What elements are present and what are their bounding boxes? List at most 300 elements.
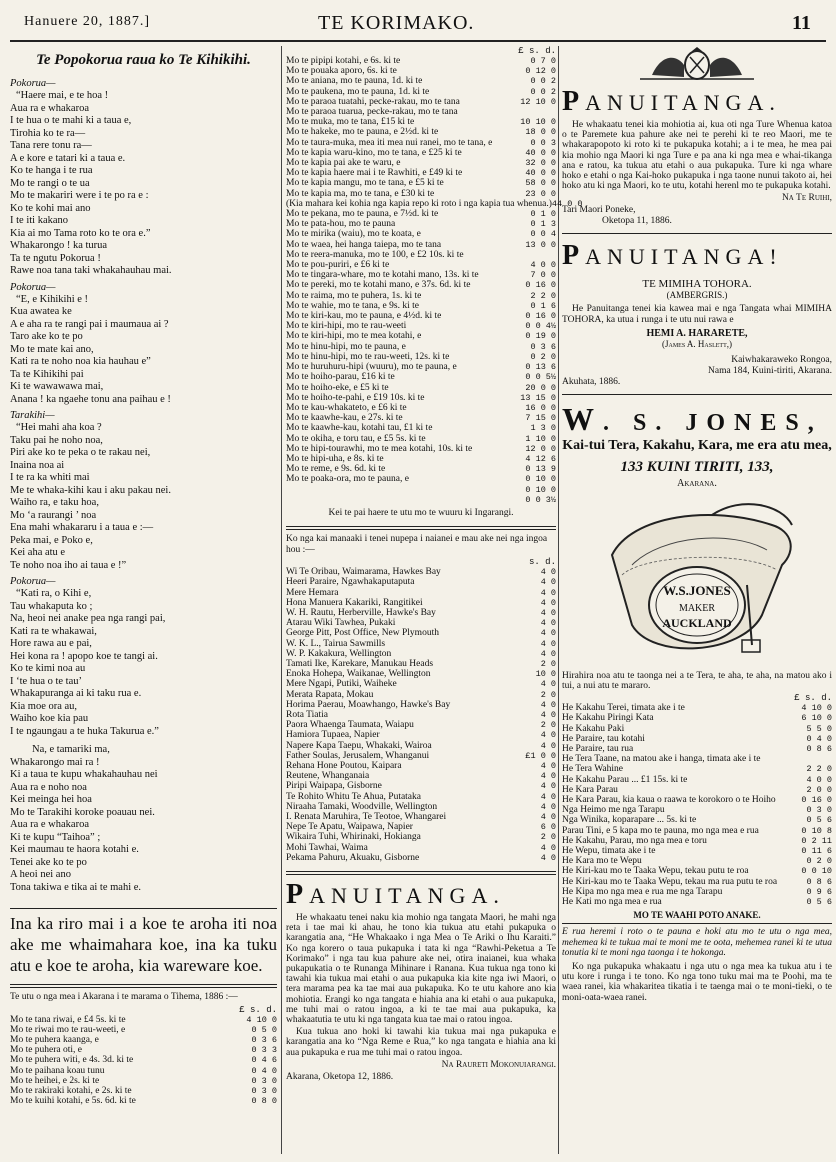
price-row (286, 720, 556, 730)
price-row (286, 812, 556, 822)
price-row (10, 1035, 277, 1045)
price-value: 0 8 6 (806, 876, 832, 887)
price-row (286, 781, 556, 791)
price-item: Mo te raima, mo te puhera, 1s. ki te (286, 290, 422, 301)
price-item: Napere Kapa Taepu, Whakaki, Wairoa (286, 740, 432, 751)
price-item: He Tera Taane, na matou ake i hanga, timata ake i te (562, 754, 761, 765)
price-row (286, 454, 556, 464)
prices-list (286, 56, 583, 505)
banner-text: ANUITANGA. (309, 883, 505, 909)
price-item: Mo te hakeke, mo te pauna, e 2½d. ki te (286, 127, 439, 138)
price-value (516, 107, 556, 117)
price-value: 0 4 6 (251, 1055, 277, 1066)
banner-text: ANUITANGA. (585, 90, 781, 115)
column-2 (286, 46, 583, 1156)
price-row (286, 495, 556, 505)
price-row (286, 659, 556, 669)
banner-capital: P (562, 86, 586, 117)
poem-line: Rawe noa tana taki whakahauhau mai. (10, 265, 172, 276)
stamp-text-mid: MAKER (678, 602, 716, 614)
poem-line: A e aha ra te rangi pai i maumaua ai ? (10, 318, 169, 330)
price-item: W. H. Rautu, Herberville, Hawke's Bay (286, 607, 436, 618)
price-row (286, 331, 556, 341)
poem-line: Inaina noa ai (10, 459, 65, 471)
price-item: Mo te pekana, mo te pauna, e 7½d. ki te (286, 209, 439, 220)
price-value: 2 0 (540, 658, 556, 669)
price-value (516, 250, 556, 260)
price-row (286, 690, 556, 700)
poem-line: Ki te kupu “Taihoa” ; (10, 831, 101, 843)
poem-line: Taku pai he noho noa, (10, 434, 103, 446)
price-value: 0 13 6 (525, 362, 556, 373)
price-item: Mo te hinu-hipi, mo te pauna, e (286, 341, 406, 352)
price-value: 4 0 (540, 781, 556, 792)
poem-line: Tana rere tonu ra— (10, 140, 92, 151)
price-row (286, 198, 583, 209)
poem-speaker: Pokorua— (10, 78, 56, 89)
price-value: 4 0 (540, 597, 556, 608)
poem-line: Na, heoi nei anake pea nga rangi pai, (10, 613, 166, 624)
price-value: 4 0 0 (806, 774, 832, 785)
price-value: 0 9 6 (806, 886, 832, 897)
price-value: 40 0 0 (525, 168, 556, 179)
price-value: 0 0 5½ (525, 372, 556, 383)
price-row (562, 826, 832, 836)
price-value: 0 5 6 (806, 897, 832, 908)
poem-line: Ta te Kihikihi pai (10, 368, 84, 380)
poem-line: Piri ake ko te peka o te rakau nei, (10, 447, 151, 458)
price-row (562, 744, 832, 754)
price-value: 40 0 0 (525, 147, 556, 158)
price-value: 0 2 0 (530, 351, 556, 362)
price-item: He Paraire, tau kotahi (562, 733, 645, 744)
poem-title: Te Popokorua raua ko Te Kihikihi. (36, 52, 251, 68)
banner-text: ANUITANGA! (585, 244, 783, 270)
price-row (562, 795, 832, 805)
advertiser-name-english: (James A. Haslett,) (662, 338, 732, 349)
poem-speaker: Tarakihi— (10, 410, 55, 421)
header-rule (10, 40, 826, 42)
price-value: 23 0 0 (525, 188, 556, 199)
price-row (10, 1045, 277, 1055)
poem-line: Ena mahi whakararu i a taua e :— (10, 522, 154, 533)
price-item: Mo te kiri-hipi, mo te rau-weeti (286, 321, 407, 332)
price-item: Paora Whaenga Taumata, Waiapu (286, 720, 414, 731)
price-item: Horima Paerau, Moawhango, Hawke's Bay (286, 699, 451, 710)
price-value: 4 0 (540, 771, 556, 782)
banner-capital: P (286, 879, 310, 911)
price-value: 2 2 0 (806, 764, 832, 775)
jones-ad-description: Hirahira noa atu te taonga nei a te Tera, te aha, te aha, na matou ako i tui, a nui atu te mararo. (562, 670, 832, 692)
price-value: 4 0 (540, 852, 556, 863)
price-row (562, 703, 832, 713)
price-row (286, 168, 556, 178)
market-prices-intro: Te utu o nga mea i Akarana i te marama o Tihema, 1886 :— (10, 992, 238, 1002)
poem-line: Aua ra e whakaroa (10, 102, 89, 114)
price-value: 2 0 (540, 689, 556, 700)
price-value: 58 0 0 (525, 178, 556, 189)
price-item: Rota Tiatia (286, 709, 328, 720)
poem-line: Ki a taua te kupu whakahauhau nei (10, 769, 158, 780)
poem-line: Me te whaka-kihi kau i aku pakau nei. (10, 484, 171, 496)
market-prices-list (10, 1015, 277, 1107)
poem-line: I te iti kakano (10, 215, 69, 226)
notice-place: Akarana, Oketopa 12, 1886. (286, 1071, 394, 1082)
notice-date: Akuhata, 1886. (562, 376, 621, 387)
poem-line: Mo ‘a raurangi ’ noa (10, 509, 97, 521)
price-row (286, 649, 556, 659)
price-item: Hona Manuera Kakariki, Rangitikei (286, 597, 423, 608)
price-row (10, 1086, 277, 1096)
price-row (286, 485, 556, 495)
jones-ad-name: . S. JONES, (603, 409, 823, 436)
price-value: 4 0 (540, 791, 556, 802)
price-item: Reutene, Whanganaia (286, 771, 370, 782)
price-item (286, 495, 516, 505)
price-item: Mo te hoiho-eke, e £5 ki te (286, 382, 389, 393)
price-value: 0 4 0 (806, 733, 832, 744)
price-row (286, 56, 556, 66)
price-value: 7 0 0 (530, 270, 556, 281)
price-value: 16 0 0 (525, 402, 556, 413)
price-value: 20 0 0 (525, 382, 556, 393)
price-row (286, 853, 556, 863)
advertiser-name: HEMI A. HARARETE, (646, 327, 748, 339)
price-row (286, 577, 556, 587)
price-row (286, 240, 556, 250)
subscribers-intro: Ko nga kai manaaki i tenei nupepa i naianei e mau ake nei nga ingoa hou :— (286, 534, 548, 555)
price-value: 7 15 0 (525, 413, 556, 424)
price-row (286, 372, 556, 382)
price-value: 18 0 0 (525, 127, 556, 138)
price-row (286, 802, 556, 812)
price-row (286, 311, 556, 321)
price-item: Mo te kapia haere mai i te Rawhiti, e £49 ki te (286, 168, 463, 179)
poem-line: “Haere mai, e te hoa ! (16, 90, 109, 101)
price-row (562, 897, 832, 907)
price-item: Pekama Pahuru, Akuaku, Gisborne (286, 852, 420, 863)
price-value: 44 0 0 (551, 198, 583, 209)
poem-line: Mo te mate kai ano, (10, 343, 94, 355)
price-item: W. K. L., Tairua Sawmills (286, 638, 386, 649)
price-row (286, 751, 556, 761)
price-item: Merata Rapata, Mokau (286, 689, 374, 700)
price-row (286, 219, 556, 229)
page-header (0, 0, 836, 44)
banner-capital: P (562, 240, 586, 272)
price-row (10, 1096, 277, 1106)
poem-line: I te hua o te mahi ki a taua e, (10, 115, 132, 126)
poem-line: A e kore e tatari ki a taua e. (10, 152, 126, 164)
price-value: 0 3 0 (806, 805, 832, 816)
poem-line: Whakarongo ! ka turua (10, 240, 108, 251)
price-value: 0 1 6 (530, 300, 556, 311)
price-row (286, 669, 556, 679)
price-row (286, 352, 556, 362)
price-value: 0 16 0 (525, 311, 556, 322)
poem-line: I te ngaungau a te huka Takurua e.” (10, 725, 159, 737)
poem-line: Kia ai mo Tama roto ko te ora e.” (10, 227, 151, 239)
section-rule (286, 526, 556, 530)
price-item: He Kakahu Paki (562, 723, 625, 734)
price-item: Mo te heihei, e 2s. ki te (10, 1075, 100, 1086)
price-value: 0 1 3 (530, 219, 556, 230)
poem-line: “E, e Kihikihi e ! (16, 293, 89, 305)
price-item: Mo te hipi-uha, e 8s. ki te (286, 453, 384, 464)
currency-header: £ s. d. (239, 1004, 277, 1015)
price-value: 0 8 0 (251, 1096, 277, 1107)
price-row (562, 866, 832, 876)
jones-ad-note: E rua heremi i roto o te pauna e hoki atu mo te utu o nga mea, mehemea ki te tukua mai te moni me te oota, mehemea ranei ki te utua tonutia ki te moni nga taonga i te hokonga. (562, 927, 832, 958)
price-item: Hamiora Tupaea, Napier (286, 730, 380, 741)
price-value: 4 0 0 (530, 260, 556, 271)
advertiser-role: Kaiwhakarawekо Rongoa, (731, 354, 832, 365)
poem-line: Na, e tamariki ma, (32, 744, 110, 755)
price-value: 2 0 0 (806, 784, 832, 795)
price-item: Mo te mirika (waiu), mo te koata, e (286, 229, 421, 240)
price-row (286, 792, 556, 802)
prices-note: Kei te pai haere te utu mo te wuuru ki Ingarangi. (328, 507, 514, 518)
notice-heading-sub: (AMBERGRIS.) (666, 290, 728, 301)
price-row (286, 383, 556, 393)
price-item: Heeri Paraire, Ngawhakaputaputa (286, 577, 415, 588)
price-item: Rehana Hone Poutou, Kaipara (286, 761, 402, 771)
price-item: He Kakahu Parau ... £1 15s. ki te (562, 774, 688, 785)
price-value: 0 19 0 (525, 331, 556, 342)
price-row (286, 148, 556, 158)
price-row (562, 775, 832, 785)
price-value: £1 0 0 (525, 750, 556, 761)
poem-line: Tirohia ko te ra— (10, 127, 86, 139)
poem-line: Tau whakaputa ko ; (10, 600, 93, 612)
price-row (286, 76, 556, 86)
price-row (286, 639, 556, 649)
poem-line: Whakarongo mai ra ! (10, 756, 100, 768)
poem-line: A heoi nei ano (10, 869, 71, 880)
price-value: 0 11 6 (801, 846, 832, 857)
price-item: Mo te kapia pai ake te waru, e (286, 158, 401, 169)
price-value: 4 0 (540, 730, 556, 741)
price-value: 5 5 0 (806, 723, 832, 734)
price-value: 0 10 8 (801, 825, 832, 836)
section-rule (562, 923, 832, 924)
price-value: 0 2 11 (801, 835, 832, 846)
price-value: 10 10 0 (520, 117, 556, 128)
price-item: He Kiri-kau mo te Taaka Wepu, tekau putu te roa (562, 866, 749, 877)
price-value: 4 10 0 (246, 1014, 277, 1025)
price-value: 0 0 4 (530, 229, 556, 240)
price-item: Mo te taura-muka, mea iti mea nui ranei, mo te tana, e (286, 137, 493, 148)
price-row (286, 260, 556, 270)
price-item: Mo te pata-hou, mo te pauna (286, 219, 396, 230)
price-row (286, 403, 556, 413)
subscribers-list (286, 567, 556, 863)
notice-heading: TE MIMIHA TOHORA. (642, 278, 752, 291)
price-item: Mo te pouaka aporo, 6s. ki te (286, 66, 397, 77)
price-row (10, 1076, 277, 1086)
poem-line: Hei kona ra ! apopo koe te tangi ai. (10, 650, 158, 662)
poem-line: Aua ra e noho noa (10, 781, 87, 793)
price-row (10, 1015, 277, 1025)
price-item: He Kara Parau, kia kaua o raawa te korokoro o te Hoiho (562, 795, 776, 806)
price-item: He Kiri-kau mo te Taaka Wepu, tekau ma rua putu te roa (562, 876, 778, 887)
price-row (286, 843, 556, 853)
price-value: 12 10 0 (520, 96, 556, 107)
price-row (10, 1066, 277, 1076)
notice-paragraph: He whakaatu tenei naku kia mohio nga tangata Maori, he mahi nga reta i tae mai ki ahau, he tono kia tukua atu etahi pukapuka o karangatia ana, “He Whakaako i nga Mea o Te Ariki o Ihu Karaiti.” Ko nga korero o taua pukapuka i tata ki nga “Rawhi-Peketua a Te Korimako” i nga tau kua pahure ake nei, otira inaianei, kua whaka pukapukatia o te Runanga Mihinare i Ranana. Kua tukua nga tono ki tawahi kia tukua mai etahi o aua pukapuka kia kite nga iwi Maori, o tera marama pea ka tae mai aua pukapuka. Ko te utu kahore ano kia mohiotia. Erangi ko nga tangata e hiahia ana ki etahi o aua pukapuka, me tuhi mai o ratou ingoa, a ki te tae mai aua pukapuka, ka whakaatutia te utu ki nga tangata kua tae mai o ratou ingoa. (286, 913, 556, 1026)
price-item: He Kakahu Piringi Kata (562, 713, 654, 724)
price-item: Mo te puhera kaanga, e (10, 1034, 99, 1045)
poem-line: Ki te wawawawa mai, (10, 381, 104, 392)
price-item: Mo te kau-whakateto, e £6 ki te (286, 402, 407, 413)
price-row (286, 608, 556, 618)
price-item: Mere Ngapi, Putiki, Waiheke (286, 679, 397, 690)
saddle-illustration-icon (562, 495, 832, 665)
price-value (792, 754, 832, 764)
price-item: Mo te puhera oti, e (10, 1045, 83, 1056)
price-row (562, 815, 832, 825)
poem-line: Kati ra te noho noa kia hauhau e” (10, 356, 151, 367)
notice-banner (286, 879, 556, 911)
price-value: 0 13 9 (525, 464, 556, 475)
poem-line: Aua ra e whakaroa (10, 819, 89, 830)
price-row (286, 342, 556, 352)
stamp-text-bottom: AUCKLAND (662, 615, 732, 630)
price-value: 4 0 (540, 801, 556, 812)
poem-line: Te noho noa iho ai taua e !” (10, 559, 127, 571)
price-value: 0 4 0 (251, 1065, 277, 1076)
price-item: Mo te hoiho-te-pahi, e £19 10s. ki te (286, 392, 425, 403)
poem-line: Kua awatea ke (10, 306, 72, 317)
notice-banner (562, 240, 832, 272)
notice-body: He whakaatu tenei kia mohiotia ai, kua oti nga Ture Whenua katoa o te Paremete kua pahure ake nei te perehi ki te reo Maori, me te whakarapopoto ki roto ki te pukapuka kotahi; a i te mea, he mea pai kia mohio nga Maori ki nga Ture e pa ana ki nga mea e whai-tikanga ana e ratou, ka tukua atu etahi o aua pukapuka. Ture ki nga whare hoko e etahi o nga Kai-hoko pukapuka i nga taone nunui takoto ai, hei hoko atu ki nga Maori, ko te utu, kotahi herenl mo te pukapuka kotahi. (562, 120, 832, 192)
price-item: He Kakahu, Parau, mo nga mea e toru (562, 835, 707, 846)
price-item: He Kara Parau (562, 784, 618, 795)
price-item: Mo te kiri-hipi, mo te mea kotahi, e (286, 331, 422, 342)
poem-line: Mo te makariri were i te po ra e : (10, 190, 149, 201)
price-value: 0 16 0 (525, 280, 556, 291)
price-value: 4 0 (540, 699, 556, 710)
price-row (286, 229, 556, 239)
price-row (286, 588, 556, 598)
price-item: Mo te reera-manuka, mo te 100, e £2 10s. ki te (286, 249, 464, 260)
price-item: Mo te rakiraki kotahi, e 2s. ki te (10, 1085, 132, 1096)
jones-ad-footer: MO TE WAAHI POTO ANAKE. (633, 910, 761, 921)
poem-line: Kei maumau te haora kotahi e. (10, 844, 139, 855)
price-item: Mo te hipi-tourawhi, mo te mea kotahi, 10s. ki te (286, 443, 473, 454)
price-value: 0 7 0 (530, 56, 556, 66)
price-row (562, 734, 832, 744)
price-value: 6 0 (540, 822, 556, 833)
price-value: 4 10 0 (801, 703, 832, 714)
price-item: He Tera Wahine (562, 764, 623, 775)
price-item: Mo te wahie, mo te tana, e 9s. ki te (286, 300, 419, 311)
price-row (562, 805, 832, 815)
price-value: 0 10 0 (525, 484, 556, 495)
poem-line: Anana ! ka ngaehe tonu ana paihau e ! (10, 393, 171, 405)
price-row (286, 270, 556, 280)
price-item: Te Rohito Whitu Te Ahua, Putataka (286, 791, 421, 802)
price-item: Mo te hoiho-parau, £16 ki te (286, 372, 395, 383)
price-item: Mo te puhera witi, e 4s. 3d. ki te (10, 1055, 134, 1066)
poem-line: Ko te hanga i te rua (10, 165, 93, 176)
jones-ad-city: Akarana. (677, 477, 717, 489)
price-row (286, 362, 556, 372)
price-row (286, 178, 556, 188)
price-row (286, 444, 556, 454)
price-row (286, 97, 556, 107)
price-value: 0 16 0 (801, 795, 832, 806)
price-row (562, 846, 832, 856)
notice-signature: Na Raureti Mokonuiarangi. (441, 1059, 556, 1070)
price-item: Wikaira Tuhi, Whirinaki, Hokianga (286, 832, 421, 843)
currency-header: s. d. (528, 557, 556, 568)
price-value: 0 0 10 (801, 866, 832, 877)
price-item: Mo te paihana koau tunu (10, 1065, 105, 1076)
price-item: Father Soulas, Jerusalem, Whanganui (286, 750, 430, 761)
poem-line: Tona takiwa e tika ai te mahi e. (10, 881, 142, 893)
price-row (286, 413, 556, 423)
poem-line: Waiho koe kia pau (10, 713, 89, 724)
price-value: 2 0 (540, 832, 556, 843)
price-item: Mo te pipipi kotahi, e 6s. ki te (286, 56, 401, 66)
price-row (286, 321, 556, 331)
price-value: 0 2 0 (806, 856, 832, 867)
price-row (562, 877, 832, 887)
price-value: 0 3 3 (251, 1045, 277, 1056)
price-row (286, 679, 556, 689)
poem-line: Tenei ake ko te po (10, 856, 87, 868)
price-row (286, 761, 556, 771)
price-value: 4 0 (540, 638, 556, 649)
poem-line: I ‘te hua o te tau’ (10, 675, 83, 687)
price-row (286, 567, 556, 577)
price-item: Nga Winika, koparapare ... 5s. ki te (562, 815, 697, 826)
notice-body: He Panuitanga tenei kia kawea mai e nga Tangata whai MIMIHA TOHORA, ka utua i runga i te utu nui rawa e (562, 304, 832, 325)
price-value: 0 3 6 (530, 341, 556, 352)
price-row (286, 771, 556, 781)
notice-date: Oketopa 11, 1886. (602, 216, 672, 227)
price-item: (Kia mahara kei kohia nga kapia repo ki roto i nga kapia tua whenua.) (286, 198, 552, 209)
price-row (286, 158, 556, 168)
price-value: 10 0 (535, 669, 556, 680)
newspaper-title: TE KORIMAKO. (318, 12, 475, 34)
price-row (286, 301, 556, 311)
price-item: Parau Tini, e 5 kapa mo te pauna, mo nga mea e rua (562, 825, 759, 836)
price-value: 4 0 (540, 842, 556, 853)
currency-header: £ s. d. (518, 46, 556, 56)
poem-line: Peka mai, e Poko e, (10, 534, 93, 546)
poem-line: Ko te kimi noa au (10, 663, 86, 674)
price-item: He Kakahu Terei, timata ake i te (562, 703, 685, 714)
jones-ad-note-2: Ko nga pukapuka whakaatu i nga utu o nga mea ka tukua atu i te utu kore i runga i te tono. Ko nga tono tuku mai ma te Poohi, ma te waea ranei, kia whakaritea tikatia i te taenga mai o te moni-tieki, o te moni-oata-waea ranei. (562, 961, 832, 1003)
price-value: 2 0 (540, 720, 556, 731)
price-row (10, 1055, 277, 1065)
column-3 (562, 46, 832, 1156)
price-item: Mo te kuihi kotahi, e 5s. 6d. ki te (10, 1096, 136, 1107)
price-row (562, 754, 832, 764)
price-value: 4 0 (540, 577, 556, 588)
price-value: 1 10 0 (525, 433, 556, 444)
price-row (286, 250, 556, 260)
price-item: Piripi Waipapa, Gisborne (286, 781, 382, 792)
price-item: He Paraire, tau rua (562, 744, 634, 755)
price-row (562, 887, 832, 897)
price-row (286, 730, 556, 740)
price-value: 4 0 (540, 607, 556, 618)
price-item: Mere Hemara (286, 587, 339, 598)
price-item: Mo te muka, mo te tana, £15 ki te (286, 117, 415, 128)
